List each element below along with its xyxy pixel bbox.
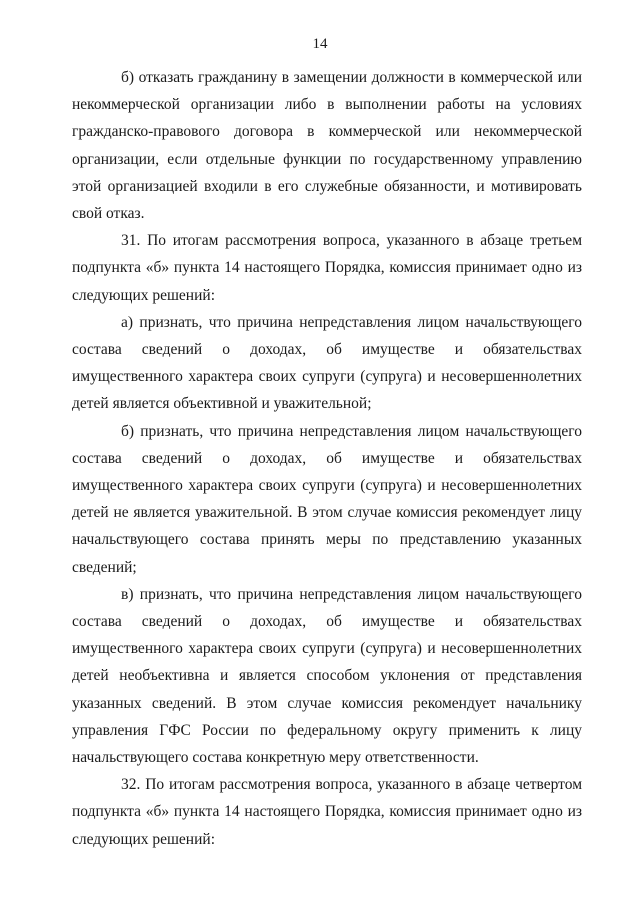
paragraph-item-32: 32. По итогам рассмотрения вопроса, указанного в абзаце четвертом подпункта «б» пункта 14 настоящего Порядка, комиссия принимает одно из следующих решений: bbox=[72, 776, 582, 848]
document-body bbox=[72, 64, 582, 853]
paragraph-item-31: 31. По итогам рассмотрения вопроса, указанного в абзаце третьем подпункта «б» пункта 14 настоящего Порядка, комиссия принимает одно из следующих решений: bbox=[72, 232, 582, 304]
paragraph-31-subitem-a: а) признать, что причина непредставления лицом начальствующего состава сведений о доходах, об имуществе и обязательствах имущественного характера своих супруги (супруга) и несовершеннолетних детей является объективной и уважительной; bbox=[72, 313, 582, 413]
paragraph-subitem-b-refuse: б) отказать гражданину в замещении должности в коммерческой или некоммерческой организации либо в выполнении работы на условиях гражданско-правового договора в коммерческой или некоммерческой организации, если отдельные функции по государственному управлению этой организацией входили в его служебные обязанности, и мотивировать свой отказ. bbox=[72, 69, 582, 223]
paragraph-31-subitem-v: в) признать, что причина непредставления лицом начальствующего состава сведений о доходах, об имуществе и обязательствах имущественного характера своих супруги (супруга) и несовершеннолетних детей необъективна и является способом уклонения от представления указанных сведений. В этом случае комиссия рекомендует начальнику управления ГФС России по федеральному округу применить к лицу начальствующего состава конкретную меру ответственности. bbox=[72, 585, 582, 767]
paragraph-31-subitem-b: б) признать, что причина непредставления лицом начальствующего состава сведений о доходах, об имуществе и обязательствах имущественного характера своих супруги (супруга) и несовершеннолетних детей не является уважительной. В этом случае комиссия рекомендует лицу начальствующего состава принять меры по представлению указанных сведений; bbox=[72, 422, 582, 576]
page-number: 14 bbox=[312, 36, 328, 52]
